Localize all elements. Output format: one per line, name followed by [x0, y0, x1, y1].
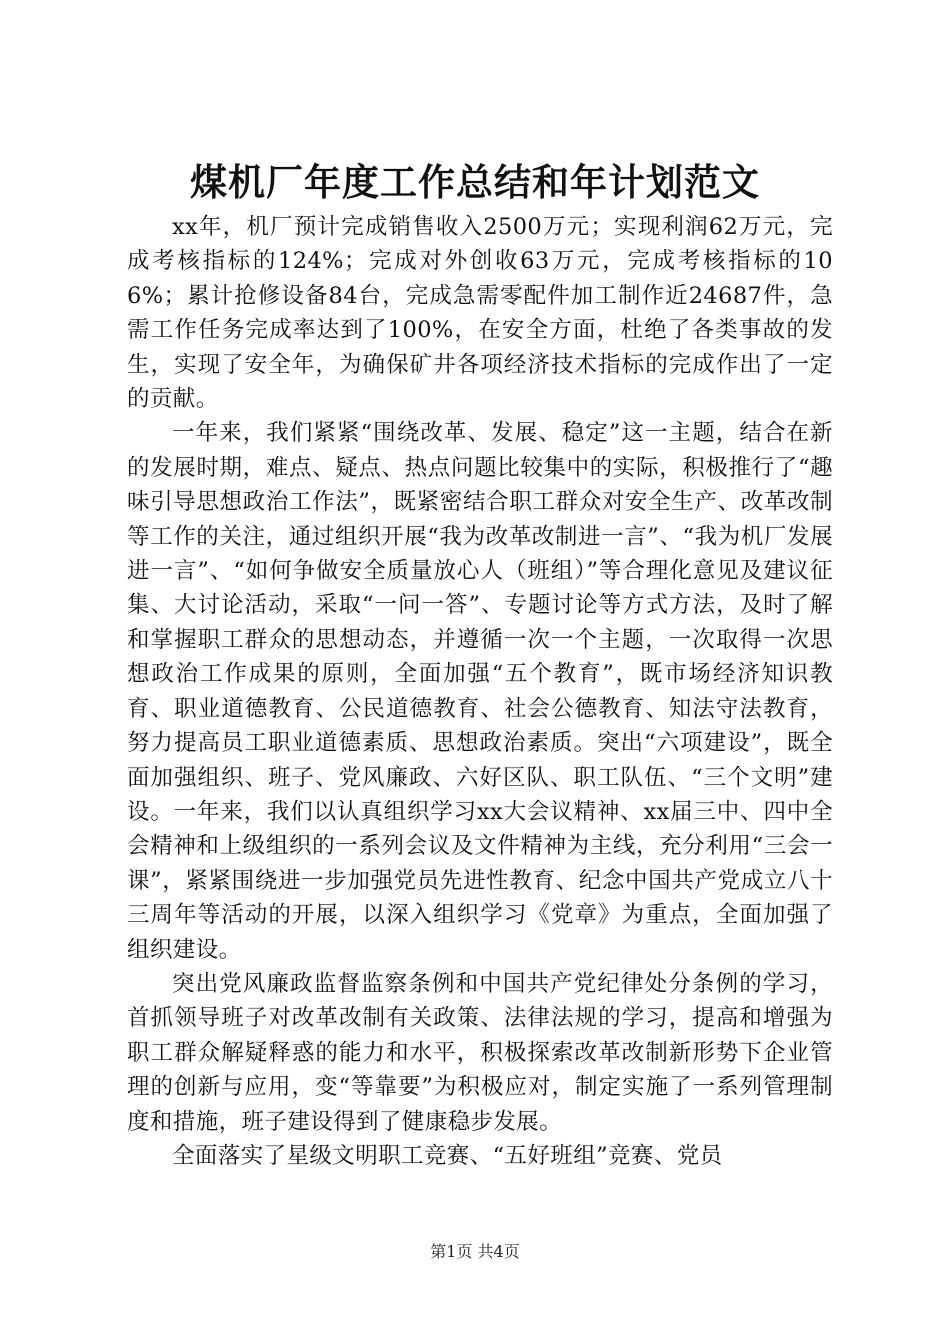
- page-number-footer: 第1页 共4页: [430, 1242, 520, 1261]
- document-title: 煤机厂年度工作总结和年计划范文: [190, 160, 760, 204]
- paragraph: 全面落实了星级文明职工竞赛、“五好班组”竞赛、党员: [172, 1142, 723, 1169]
- paragraph: xx年，机厂预计完成销售收入2500万元；实现利润62万元，完成考核指标的124%；完成对外创收63万元，完成考核指标的106%；累计抢修设备84台，完成急需零配件加工制作近24687件，急需工作任务完成率达到了100%，在安全方面，杜绝了各类事故的发生，实现了安全年，为确保矿井各项经济技术指标的完成作出了一定的贡献。: [127, 214, 833, 413]
- document-body: [127, 210, 833, 1173]
- paragraph: 突出党风廉政监督监察条例和中国共产党纪律处分条例的学习，首抓领导班子对改革改制有关政策、法律法规的学习，提高和增强为职工群众解疑释惑的能力和水平，积极探索改革改制新形势下企业管理的创新与应用，变“等靠要”为积极应对，制定实施了一系列管理制度和措施，班子建设得到了健康稳步发展。: [127, 970, 833, 1135]
- paragraph: 一年来，我们紧紧“围绕改革、发展、稳定”这一主题，结合在新的发展时期，难点、疑点、热点问题比较集中的实际，积极推行了“趣味引导思想政治工作法”，既紧密结合职工群众对安全生产、改革改制等工作的关注，通过组织开展“我为改革改制进一言”、“我为机厂发展进一言”、“如何争做安全质量放心人（班组）”等合理化意见及建议征集、大讨论活动，采取“一问一答”、专题讨论等方式方法，及时了解和掌握职工群众的思想动态，并遵循一次一个主题，一次取得一次思想政治工作成果的原则，全面加强“五个教育”，既市场经济知识教育、职业道德教育、公民道德教育、社会公德教育、知法守法教育，努力提高员工职业道德素质、思想政治素质。突出“六项建设”，既全面加强组织、班子、党风廉政、六好区队、职工队伍、“三个文明”建设。一年来，我们以认真组织学习xx大会议精神、xx届三中、四中全会精神和上级组织的一系列会议及文件精神为主线，充分利用“三会一课”，紧紧围绕进一步加强党员先进性教育、纪念中国共产党成立八十三周年等活动的开展，以深入组织学习《党章》为重点，全面加强了组织建设。: [127, 420, 833, 963]
